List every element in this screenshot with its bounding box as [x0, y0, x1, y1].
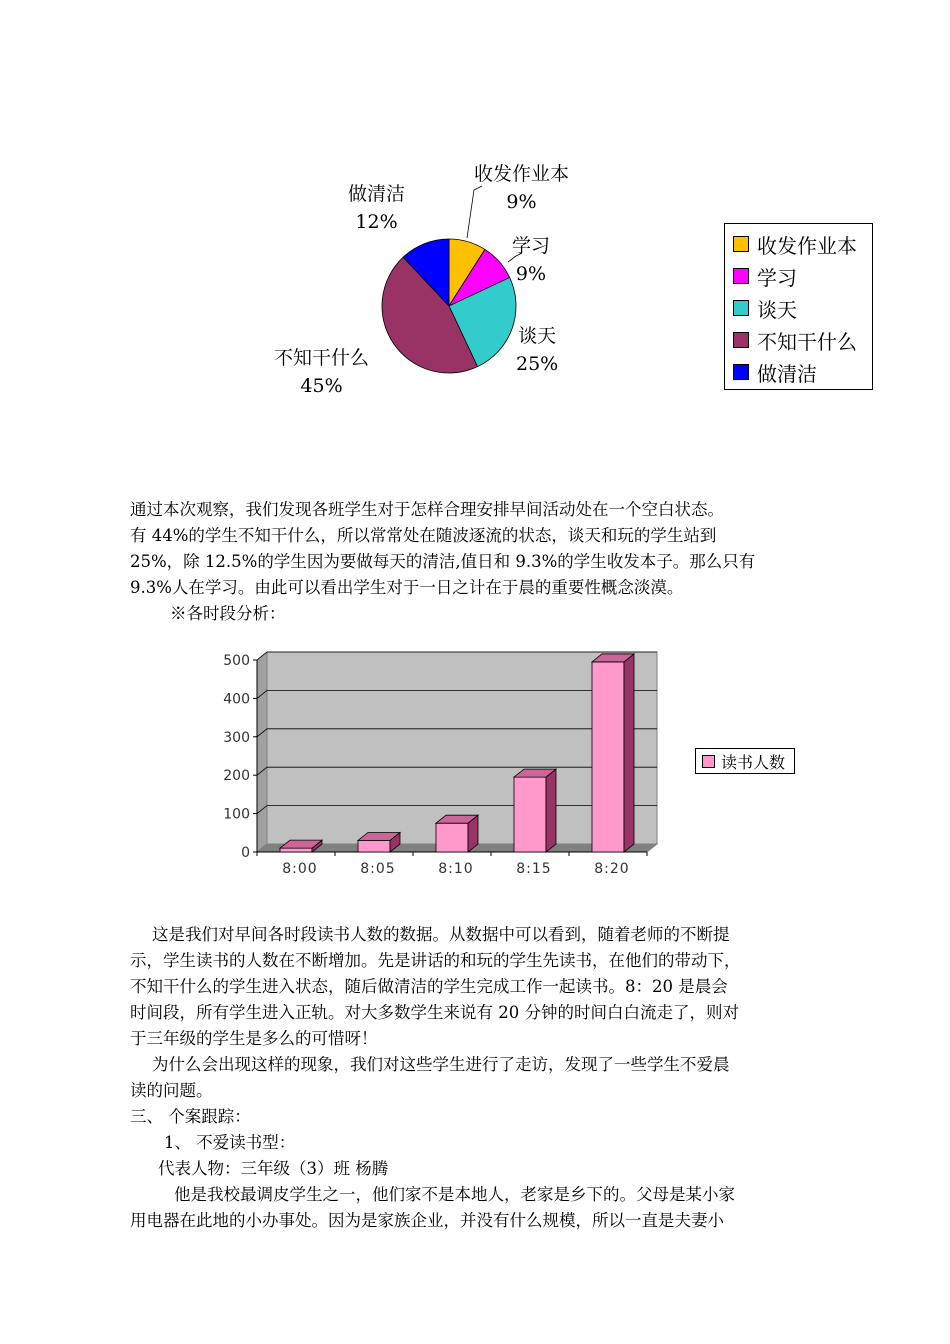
- text-line: 25%，除 12.5%的学生因为要做每天的清洁,值日和 9.3%的学生收发本子。那么只有: [130, 552, 756, 571]
- legend-swatch: [702, 755, 715, 768]
- pie-label-study: [512, 232, 550, 288]
- pie-label-study-name: 学习: [512, 235, 551, 257]
- text-line: 示，学生读书的人数在不断增加。先是讲话的和玩的学生先读书，在他们的带动下，: [130, 951, 741, 970]
- text-line: 时间段，所有学生进入正轨。对大多数学生来说有 20 分钟的时间白白流走了，则对: [130, 1003, 739, 1022]
- legend-swatch: [733, 236, 749, 252]
- legend-item-cleaning: [733, 356, 872, 388]
- pie-label-chat: [516, 322, 558, 378]
- x-tick-label: 8:15: [516, 861, 552, 877]
- text-line: 于三年级的学生是多么的可惜呀！: [130, 1029, 378, 1048]
- pie-label-cleaning-value: 12%: [355, 211, 398, 233]
- legend-swatch: [733, 268, 749, 284]
- bar-legend: [695, 748, 795, 774]
- y-tick-label: 200: [223, 768, 250, 785]
- pie-label-idle-value: 45%: [300, 375, 343, 397]
- pie-label-chat-value: 25%: [516, 353, 559, 375]
- y-tick-label: 100: [223, 806, 250, 823]
- legend-label: 学习: [757, 265, 797, 290]
- pie-label-study-value: 9%: [515, 263, 547, 285]
- bar: [514, 769, 556, 852]
- bar-chart: [215, 640, 675, 890]
- pie-legend: [724, 223, 873, 390]
- x-tick-label: 8:10: [438, 861, 474, 877]
- text-line: 有 44%的学生不知干什么，所以常常处在随波逐流的状态，谈天和玩的学生站到: [130, 526, 717, 545]
- text-line: 读的问题。: [130, 1081, 213, 1100]
- section-heading-case-tracking: 三、 个案跟踪：: [130, 1107, 251, 1126]
- pie-label-idle: [274, 344, 369, 400]
- legend-swatch: [733, 300, 749, 316]
- legend-item-chat: [733, 292, 872, 324]
- y-tick-label: 300: [223, 729, 250, 746]
- chart-side-wall: [257, 652, 267, 852]
- legend-swatch: [733, 332, 749, 348]
- legend-item-idle: [733, 324, 872, 356]
- section-heading-time-analysis: ※各时段分析：: [170, 604, 286, 623]
- legend-label: 谈天: [757, 297, 797, 322]
- legend-label: 做清洁: [757, 361, 817, 386]
- pie-label-homework-name: 收发作业本: [474, 163, 570, 185]
- y-tick-label: 400: [223, 691, 250, 708]
- legend-label: 读书人数: [721, 752, 786, 772]
- legend-item-study: [733, 260, 872, 292]
- observation-paragraph: [130, 497, 810, 627]
- pie-label-chat-name: 谈天: [518, 325, 557, 347]
- representative-line: 代表人物：三年级（3）班 杨腾: [158, 1159, 389, 1178]
- text-line: 通过本次观察，我们发现各班学生对于怎样合理安排早间活动处在一个空白状态。: [130, 500, 724, 519]
- subheading-not-reading: 1、 不爱读书型：: [164, 1133, 296, 1152]
- legend-label: 收发作业本: [757, 233, 857, 258]
- legend-item-homework: [733, 228, 872, 260]
- bar: [592, 654, 634, 852]
- text-line: 9.3%人在学习。由此可以看出学生对于一日之计在于晨的重要性概念淡漠。: [130, 578, 684, 597]
- body-text: [130, 922, 810, 1234]
- pie-label-idle-name: 不知干什么: [274, 347, 370, 369]
- legend-label: 不知干什么: [757, 329, 857, 354]
- legend-swatch: [733, 364, 749, 380]
- x-tick-label: 8:00: [282, 861, 318, 877]
- text-line: 为什么会出现这样的现象，我们对这些学生进行了走访，发现了一些学生不爱晨: [152, 1055, 730, 1074]
- text-line: 不知干什么的学生进入状态，随后做清洁的学生完成工作一起读书。8：20 是晨会: [130, 977, 728, 996]
- y-tick-label: 0: [241, 845, 250, 861]
- pie-label-homework: [474, 160, 569, 216]
- bar: [358, 832, 400, 852]
- pie-label-homework-value: 9%: [506, 191, 537, 213]
- bar: [436, 815, 478, 852]
- pie-chart: [260, 150, 620, 410]
- x-tick-label: 8:05: [360, 861, 396, 877]
- pie-label-cleaning: [348, 180, 405, 236]
- text-line: 用电器在此地的小办事处。因为是家族企业，并没有什么规模，所以一直是夫妻小: [130, 1211, 724, 1230]
- x-tick-label: 8:20: [594, 861, 630, 877]
- y-tick-label: 500: [223, 653, 250, 669]
- text-line: 他是我校最调皮学生之一，他们家不是本地人，老家是乡下的。父母是某小家: [174, 1185, 735, 1204]
- pie-label-cleaning-name: 做清洁: [348, 183, 406, 205]
- text-line: 这是我们对早间各时段读书人数的数据。从数据中可以看到，随着老师的不断提: [152, 925, 730, 944]
